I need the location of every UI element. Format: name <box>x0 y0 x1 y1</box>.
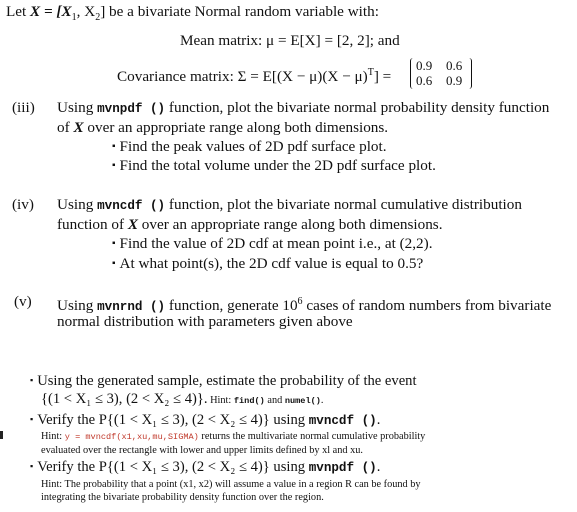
item-v-line2: normal distribution with parameters given above <box>57 313 353 330</box>
mvnrnd-code: mvnrnd () <box>97 300 166 315</box>
mean-line <box>180 32 400 50</box>
mvnpdf-code: mvnpdf () <box>308 461 377 475</box>
cov-cell-21: 0.6 <box>416 73 433 88</box>
task-2-hint-text: returns the multivariate normal cumulative probability <box>198 431 426 442</box>
cov-cell-22: 0.9 <box>446 73 463 88</box>
task-2-line <box>30 410 380 430</box>
task-1-hint-end: . <box>320 395 324 406</box>
mvncdf-example-code: y = mvncdf(x1,xu,mu,SIGMA) <box>64 432 199 442</box>
task-2-hint-line2: evaluated over the rectangle with lower and upper limits defined by xl and xu. <box>41 445 363 456</box>
bullet-text: Find the peak values of 2D pdf surface plot. <box>119 138 387 155</box>
task-3-hint-line1: Hint: The probability that a point (x1, x2) will assume a value in a region R can be found by <box>41 479 421 490</box>
numel-code: numel() <box>284 396 321 406</box>
bullet-text: Find the total volume under the 2D pdf surface plot. <box>119 157 436 174</box>
intro-prefix: Let <box>6 3 31 20</box>
task-3-text: Verify the P{(1 < X₁ ≤ 3), (2 < X₂ ≤ 4)} using <box>37 459 309 475</box>
item-v-exponent: 6 <box>297 296 303 307</box>
intro-line <box>6 3 379 27</box>
bullet-icon: ▪ <box>112 160 116 171</box>
bullet-item <box>112 157 436 175</box>
mean-text: Mean matrix: μ = E[X] = [2, 2]; and <box>180 32 400 49</box>
item-iv-line1 <box>57 196 522 215</box>
mvncdf-code: mvncdf () <box>308 414 377 428</box>
task-3-end: . <box>376 459 381 475</box>
task-2-hint-line1 <box>41 430 425 444</box>
item-v-text-b: function, generate 10 <box>165 297 298 315</box>
task-1-hint-and: and <box>264 395 285 406</box>
item-iv-text-c: function of <box>57 216 128 233</box>
item-iii-label: (iii) <box>12 99 35 116</box>
bullet-icon: ▪ <box>112 141 116 152</box>
item-iii-text-d: over an appropriate range along both dimensions. <box>83 119 389 136</box>
find-code: find() <box>233 396 265 406</box>
bullet-icon: ▪ <box>112 238 116 249</box>
margin-marker <box>0 431 3 439</box>
item-v-text-c: cases of random numbers from bivariate <box>302 297 552 315</box>
cov-text: Covariance matrix: Σ = E[(X − μ)(X − μ) <box>117 68 368 86</box>
cov-transpose: T <box>367 67 374 78</box>
item-iv-var: X <box>127 216 138 233</box>
intro-sub2: 2 <box>95 12 101 24</box>
cov-cell-11: 0.9 <box>416 58 433 73</box>
item-iv-label: (iv) <box>12 196 34 213</box>
bullet-icon: ▪ <box>112 258 116 269</box>
task-2-text: Verify the P{(1 < X₁ ≤ 3), (2 < X₂ ≤ 4)} using <box>37 412 309 428</box>
bullet-text: At what point(s), the 2D cdf value is equal to 0.5? <box>119 255 424 272</box>
intro-variable: X = [X <box>30 3 72 20</box>
mvnpdf-code: mvnpdf () <box>97 102 166 116</box>
bullet-icon: ▪ <box>30 461 34 471</box>
task-3-line <box>30 457 380 477</box>
bullet-item <box>112 138 387 156</box>
mvncdf-code: mvncdf () <box>97 199 166 213</box>
item-iii-text-a: Using <box>57 99 98 116</box>
task-1-event: {(1 < X₁ ≤ 3), (2 < X₂ ≤ 4)}. <box>41 391 208 407</box>
bullet-item <box>112 235 433 253</box>
bullet-text: Find the value of 2D cdf at mean point i.e., at (2,2). <box>119 235 433 252</box>
item-iv-text-d: over an appropriate range along both dimensions. <box>138 216 443 233</box>
item-iii-text-c: of <box>57 119 74 136</box>
cov-equals: ] = <box>373 68 392 86</box>
item-iv-text-a: Using <box>57 196 98 213</box>
bullet-icon: ▪ <box>30 375 34 385</box>
covariance-line <box>117 64 391 86</box>
task-1-text: Using the generated sample, estimate the probability of the event <box>37 373 417 389</box>
task-2-hint-label: Hint: <box>41 431 65 442</box>
task-1-line2 <box>41 390 324 410</box>
item-iv-line2 <box>57 216 443 234</box>
task-1-hint-label: Hint: <box>207 395 234 406</box>
item-iv-text-b: function, plot the bivariate normal cumulative distribution <box>165 196 522 213</box>
item-iii-line1 <box>57 99 549 118</box>
intro-mid: , X <box>76 3 96 20</box>
item-v-text-a: Using <box>57 297 98 315</box>
cov-cell-12: 0.6 <box>446 58 463 73</box>
item-iii-text-b: function, plot the bivariate normal probability density function <box>165 99 550 116</box>
item-iii-line2 <box>57 119 388 137</box>
bullet-icon: ▪ <box>30 414 34 424</box>
item-v-label: (v) <box>14 293 32 310</box>
task-3-hint-line2: integrating the bivariate probability density function over the region. <box>41 492 324 503</box>
intro-suffix: ] be a bivariate Normal random variable with: <box>100 3 379 20</box>
item-iii-var: X <box>73 119 84 136</box>
bullet-item <box>112 255 423 273</box>
task-2-end: . <box>376 412 381 428</box>
intro-sub1: 1 <box>71 12 77 24</box>
task-1-line1 <box>30 371 417 390</box>
covariance-matrix <box>410 58 472 89</box>
